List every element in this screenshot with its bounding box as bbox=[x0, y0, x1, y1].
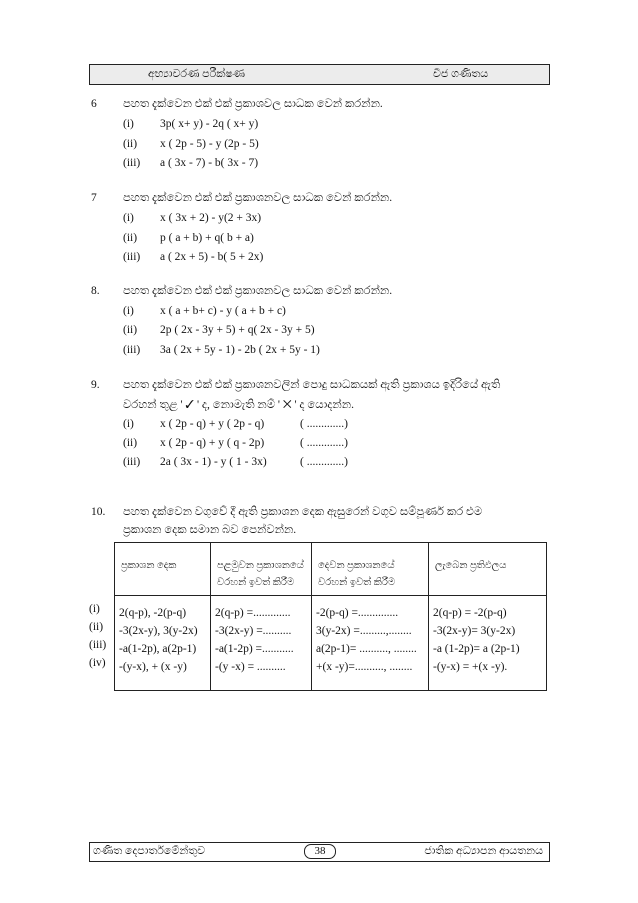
table-cell: -(y-x) = +(x -y). bbox=[433, 661, 508, 673]
item-label: (i) bbox=[123, 118, 134, 130]
table-cell: 2(q-p), -2(p-q) bbox=[119, 607, 187, 619]
question-text-line2: වරහන් තුළ ' ✓ ' ද, නොමැති නම් ' ✕ ' ද යොදන්න. bbox=[123, 399, 354, 411]
question-number: 7 bbox=[91, 192, 97, 204]
item-expression: x ( 2p - q) + y ( 2p - q) bbox=[160, 418, 265, 430]
item-label: (i) bbox=[123, 212, 134, 224]
item-expression: x ( a + b+ c) - y ( a + b + c) bbox=[160, 305, 286, 317]
table-cell: a(2p-1)= .........., ........ bbox=[316, 643, 417, 655]
item-expression: x ( 2p - q) + y ( q - 2p) bbox=[160, 437, 265, 449]
table-cell: -3(2x-y) =.......... bbox=[215, 625, 292, 637]
answer-blank[interactable]: ( .............) bbox=[300, 437, 348, 449]
table-cell: -a(1-2p) =........... bbox=[215, 643, 294, 655]
item-label: (ii) bbox=[123, 324, 138, 336]
question-number: 10. bbox=[91, 506, 106, 518]
table-header-cell: ලැබෙන ප්‍රතිඵලය bbox=[429, 543, 547, 596]
question-number: 8. bbox=[91, 285, 100, 297]
item-label: (iii) bbox=[123, 344, 141, 356]
question-text-line2: ප්‍රකාශන දෙක සමාන බව පෙන්වන්න. bbox=[123, 524, 297, 536]
item-expression: x ( 3x + 2) - y(2 + 3x) bbox=[160, 212, 262, 224]
item-expression: x ( 2p - 5) - y (2p - 5) bbox=[160, 138, 259, 150]
question-text: පහත දැක්වෙන එක් එක් ප්‍රකාශවල සාධක වෙන් කරන්න. bbox=[123, 98, 383, 110]
page-number: 38 bbox=[304, 844, 336, 859]
item-label: (ii) bbox=[123, 437, 138, 449]
second-expansion-column bbox=[312, 596, 429, 691]
first-expansion-column bbox=[211, 596, 312, 691]
footer-institute: ජාතික අධ්‍යාපන ආයතනය bbox=[424, 845, 543, 857]
table-cell: -a (1-2p)= a (2p-1) bbox=[433, 643, 520, 655]
row-label: (i) bbox=[89, 603, 100, 615]
item-label: (ii) bbox=[123, 232, 138, 244]
item-label: (i) bbox=[123, 418, 134, 430]
result-column bbox=[429, 596, 547, 691]
table-cell: -2(p-q) =.............. bbox=[316, 607, 399, 619]
item-expression: a ( 2x + 5) - b( 5 + 2x) bbox=[160, 251, 264, 263]
table-body-row bbox=[115, 596, 547, 691]
row-label: (iv) bbox=[89, 657, 106, 669]
table-header-cell: පළමුවන ප්‍රකාශනයේ වරහන් ඉවත් කිරීම bbox=[211, 543, 312, 596]
item-expression: 3p( x+ y) - 2q ( x+ y) bbox=[160, 118, 259, 130]
question-text-line1: පහත දැක්වෙන එක් එක් ප්‍රකාශනවලින් පොදු සාධකයක් ඇති ප්‍රකාශය ඉදිරියේ ඇති bbox=[123, 379, 501, 391]
header-test-title: අභ්‍යාවරණ පරීක්ෂණ bbox=[148, 68, 245, 80]
table-cell: +(x -y)=.........., ........ bbox=[316, 661, 413, 673]
item-label: (iii) bbox=[123, 251, 141, 263]
footer-department: ගණිත දෙපාර්තමේන්තුව bbox=[93, 845, 206, 857]
question-text: පහත දැක්වෙන එක් එක් ප්‍රකාශනවල සාධක වෙන් කරන්න. bbox=[123, 285, 393, 297]
item-label: (iii) bbox=[123, 456, 141, 468]
question-number: 6 bbox=[91, 98, 97, 110]
row-label: (ii) bbox=[89, 621, 104, 633]
question-text: පහත දැක්වෙන එක් එක් ප්‍රකාශනවල සාධක වෙන් කරන්න. bbox=[123, 192, 393, 204]
header-subject: වීජ ගණිතය bbox=[433, 68, 489, 80]
table-cell: 2(q-p) = -2(p-q) bbox=[433, 607, 507, 619]
table-cell: 2(q-p) =............. bbox=[215, 607, 291, 619]
table-header-cell: ප්‍රකාශන දෙක bbox=[115, 543, 211, 596]
table-cell: -3(2x-y)= 3(y-2x) bbox=[433, 625, 516, 637]
answer-blank[interactable]: ( .............) bbox=[300, 456, 348, 468]
item-label: (ii) bbox=[123, 138, 138, 150]
comparison-table bbox=[114, 542, 547, 691]
table-cell: -(y -x) = .......... bbox=[215, 661, 286, 673]
item-expression: 3a ( 2x + 5y - 1) - 2b ( 2x + 5y - 1) bbox=[160, 344, 320, 356]
table-cell: -3(2x-y), 3(y-2x) bbox=[119, 625, 198, 637]
item-label: (iii) bbox=[123, 157, 141, 169]
expressions-column bbox=[115, 596, 211, 691]
table-cell: -(y-x), + (x -y) bbox=[119, 661, 187, 673]
page-footer bbox=[89, 842, 550, 862]
item-expression: a ( 3x - 7) - b( 3x - 7) bbox=[160, 157, 259, 169]
item-expression: 2p ( 2x - 3y + 5) + q( 2x - 3y + 5) bbox=[160, 324, 315, 336]
row-label: (iii) bbox=[89, 639, 107, 651]
item-expression: 2a ( 3x - 1) - y ( 1 - 3x) bbox=[160, 456, 267, 468]
table-cell: -a(1-2p), a(2p-1) bbox=[119, 643, 197, 655]
table-header-row bbox=[115, 543, 547, 596]
question-number: 9. bbox=[91, 379, 100, 391]
table-header-cell: දෙවන ප්‍රකාශනයේ වරහන් ඉවත් කිරීම bbox=[312, 543, 429, 596]
page-header bbox=[89, 64, 550, 85]
table-cell: 3(y-2x) =.........,........ bbox=[316, 625, 412, 637]
item-expression: p ( a + b) + q( b + a) bbox=[160, 232, 254, 244]
answer-blank[interactable]: ( .............) bbox=[300, 418, 348, 430]
item-label: (i) bbox=[123, 305, 134, 317]
question-text-line1: පහත දැක්වෙන වගුවේ දී ඇති ප්‍රකාශන දෙක ඇසුරෙන් වගුව සම්පූර්ණ කර එම bbox=[123, 506, 483, 518]
